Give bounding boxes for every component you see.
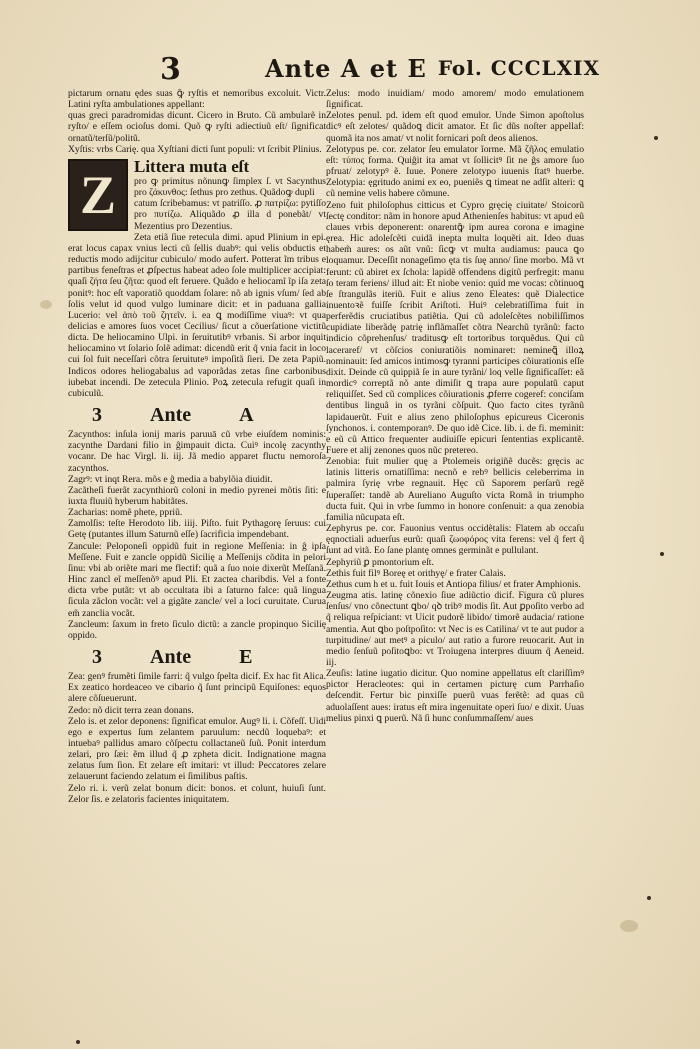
wormhole-mark <box>654 136 658 140</box>
entry: Zethus cum h et u. fuit Iouis et Antiopa filius/ et frater Amphionis. <box>326 578 581 590</box>
text-line: Zeta etiã ſiue retecula dimi. apud Plinium in epi. erat locus capax vnius lecti cũ ſellis duabꝰ: qui velis obductis et reductis modo adijcitur cubiculo/ modo aufert. Potterat ĩm tribus e partibus feneſtras et ꝓſpectus habeat adeo ſole multiplicer accipiat: quaſi ζήτα ſeu ζῆτα: quod eſt feruere. Quãdo e heliocamĩ ĩp iſa zeta ponitꝰ: hoc eſt vaporatiõ quoddam ſolare: nõ ab ignis vſum/ ſed ab ſolis velut id quod vulgo luminare dicit: et in paduana gallia Lucerio: vel ἀπὸ τοῦ ζητεῖν. i. ea ꝗ modiſſime viuaꝰ: vt qua delicias e amores ſuos vocet Cecilius/ ſicut a cõuerſatione victitũ dicta. De heliocamino Ulpi. in ſeruitutibꝰ vrbanis. Si arbor inquit heliocamino vt ſolario ſolẽ adimat: dicendũ erit q̃ vnia facit in loco cui ſol fuit neceſſari cõtra ſeruituteꝰ impoſitã ſieri. De zeta Papiũ. Indicos odores heliogabalus ad vaporãdas zetas ſine carbonibus iubebat incendi. De zetecula Plinio. Poꝝ zetecula refugit quaſi in cubiculũ. <box>68 231 326 399</box>
entry: Zelo ri. i. verũ zelat bonum dicit: bonos. et colunt, huiuſi ſunt. Zelor ſis. e zelatoris facientes iniquitatem. <box>68 782 326 805</box>
text-line: pictarum ornatu ędes suas ꝙ̄ ryſtis et nemoribus excoluit. Victr. Latini ryſta ambulationes appellant: <box>68 88 326 111</box>
entry: Zacharias: nomẽ phete, ppriũ. <box>68 507 183 519</box>
section-letter: 3 <box>92 404 102 427</box>
wormhole-mark <box>647 896 651 900</box>
folio-letter: 3 <box>160 52 181 87</box>
entry: Zephyrus pe. cor. Fauonius ventus occidẽtalis: Flatem ab occaſu ęqnoctiali aduerſus eurũ: quaſi ζωοφόρος vita ferens: vel q̃ fert q̃ ſunt ad vitã. Eo ſane plantę omnes germinãt e pullulant. <box>326 523 584 557</box>
entry: Zelus: modo inuidiam/ modo amorem/ modo emulationem ſignificat. <box>326 88 584 111</box>
section-word: Ante <box>150 646 192 669</box>
text-line: quas greci paradromidas dicunt. Cicero in Bruto. Cũ ambularẽ in ryſto/ e eſſem ocioſus domi. Quõ ꝙ ryſti adiectiuũ eſt/ ſignificat ornatũ/terſũ/politũ. <box>68 110 326 144</box>
section-vowel: A <box>239 404 254 427</box>
entry: Zagrꝰ: vt inqt Rera. mõs e ĝ media a babylõia diuidit. <box>68 473 273 485</box>
paper-stain <box>40 300 52 309</box>
entry: Zenobia: fuit mulier quę a Ptolemeis origiñẽ ducẽs: gręcis ac latinis litteris ornatiſſima: necnõ e rebꝰ bellicis celeberrima in palmira ſyrię vrbe regnauit. Hęc cũ Saporem perſarũ regẽ ſuperaſſet: tandẽ ab Aureliano Auguſto victa Romã in triumpho ducta fuit. Qui in vrbe ſummo in honore conſenuit: a qua zenobia familia nũcupata eſt. <box>326 456 584 523</box>
entry: Zeugma atis. latinę cõnexio ſiue adiũctio dicif. Figura cũ plures ſenſus/ vno cõnectunt ꝗbo/ qꝺ tribꝰ modis ſit. Aut ꝑpoſito verbo ad q̃ reliqua reſpiciant: vt Uicit pudorẽ libido/ timorẽ audacia/ ratione amentia. Aut ꝗbo poſtpoſito: vt Nec is es Catilina/ vt te aut pudor a turpitudine/ aut metꝰ a piculo/ aut ratio a furore reuocarit. Aut in medio ſenſuũ poſitoꝗbo: vt Troiugena interpres diuum q̃ Aeneid. iij. <box>326 590 584 668</box>
initial-heading: Littera muta eſt <box>134 156 250 176</box>
paper-stain <box>620 920 638 932</box>
wormhole-mark <box>660 552 664 556</box>
running-title: Ante A et E <box>265 54 427 83</box>
section-word: Ante <box>150 404 192 427</box>
section-vowel: E <box>239 646 253 669</box>
text-line: catum ſcribebamus: vt patriſſo. ꝓ πατρίζω: pytiſſo pro πυτίζω. Aliquãdo ꝓ illa d ponebãt/ vt Mezentius pro Dezentius. <box>134 198 326 232</box>
entry: Zedo: nõ dicit terra zean donans. <box>68 704 194 716</box>
section-heading <box>68 403 326 427</box>
entry: Zephyriũ ꝑ pmontorium eſt. <box>326 556 434 568</box>
text-line: pro ꝙ primitus nõnunꝙ ſimplex ſ. vt Sacynthus pro ζάκυνθος: ſethus pro zethus. Quãdoꝙ dupli <box>134 175 326 199</box>
initial-paragraph <box>68 157 326 399</box>
text-line: Xyſtis: vrbs Carię. qua Xyſtiani dicti ſunt populi: vt ſcribit Plinius. <box>68 143 322 155</box>
entry: Zelotes penul. pd. idem eſt quod emulor. Unde Simon apoſtolus dicꝰ eſt zelotes/ quãdoꝗ dicit amator. Et ſic dũs noſter appellaf: quomã ita nos amat/ vt nolit fornicari poſt deos alienos. <box>326 110 584 144</box>
entry: Zea: genꝰ frumẽti ſimile farri: q̃ vulgo ſpelta dicif. Ex hac fit Alica. Ex zeatico hordeaceo ve cibario q̃ ſunt principũ Equiſones: equos alere cõſueuerunt. <box>68 671 326 705</box>
entry: Zancule: Peloponeſi oppidũ fuit in regione Meſſenia: in ĝ ipſa Meſſene. Fuit e zancle oppidũ Sicilię a Meſſenijs cõdita in pelori ſinu: vbi ab oriẽte mari me flectif: quã a ſuo noie dixerũt Meſſanã. Hinc zancl eĩ meſſenõꝰ apud Pli. Et zactea charibdis. Vel a fonte dicta vrbe putãt: vt ab occultata ibi a ſaturno falce: quã lingua ſicula zãclon vocãt: vel a gigãte zancle/ vel a loci curuitate. Curua em̃ zanclia vocãt. <box>68 540 326 619</box>
decorated-initial: Z <box>68 159 128 231</box>
entry: Zacãtheſi fuerãt zacynthiorũ coloni in medio pyrenei mõtis ſiti: e iuxta fluuiũ hyberum habitãtes. <box>68 484 326 507</box>
section-heading <box>68 645 326 669</box>
entry: Zacynthos: inſula ionij maris paruuā cũ vrbe eiuſdem nominis: zacynthe Dardani filio in ĝimpauit dicta. Cuiꝰ incolę zacynthy vocanr. De hac Virgl. li. iij. Jã medio apparet fluctu nemoroſa zacynthos. <box>68 429 326 474</box>
entry: Zeno fuit philoſophus citticus et Cypro gręcię ciuitate/ Stoicorũ ſectę conditor: nãm in honore apud Athenienſes habitus: vt apud eũ claues vrbis deponerent: onarentꝙ̄ ipm aurea corona e imagine ęrea. Hic adoleſcẽti cuidã inepta multa loquẽti ait. Ideo duas habem̃ aures: os aũt vnũ: ſicꝙ vt multa audiamus: pauca ꝗo loquamur. Deceſſit nonageſimo ęta tis ſuę anno/ ſine morbo. Mã vt ferunt: cũ abiret ex ſchola: lapidẽ offendens digitũ perfregit: manu ſo teram feriens/ illud ait: Et niobe venio: quid me vocas: cõtinuoꝗ ſe ſtrangulãs iteriũ. Fuit e alius zeno Eleates: quẽ Dialectice inuentoꝛẽ fuiſſe ſcribit Ariſtoti. Huiꝰ celebratiſſima fuit in perferẽdis cruciatibus patiẽtia. Qui cũ adoleſcẽtes nobiliſſimos cupidiate liberãdę patrię inflãmaſſet cõtra Nearchũ tyrãnũ: facto indicio cõprehenſus/ traditusꝙ eſt tortoribus torquẽdus. Qui cũ laceraref/ vt cõſcios coniuratiõis nominaret: nemineꝗ̃ illoꝝ nominauit: ſed amicos intimosꝙ tyranni participes cõiurationis eſſe dixit. Deinde cũ quippiã ſe in aure tyrãni/ loq velle ſignificaſſet: eã mordicꝰ correptã nõ ante dimiſit ꝗ trapa aure populatũ caput reliquiſſet. Sed cũ complices cõiurationis ꝓferre cogeref: conciſam dentibus linguã in os tyrãni cõſpuit. Quo facto cites tyrãnũ lapidauerũt. Fuit e alius zeno philoſophus epicureus Ciceronis ſynchonos. i. contemporanꝰ. De quo idẽ Cice. lib. i. de fi. meminit: e eũ cũ Attico frequenter audiuiſſe epicuri ſententias explicantẽ. Fuere et alij zenones quos nũc pretereo. <box>326 199 584 456</box>
entry: Zancleum: ſaxum in freto ſiculo dictũ: a zancle propinquo Sicilię oppido. <box>68 618 326 641</box>
entry: Zelotypus pe. cor. zelator ſeu emulator ĩorme. Mã ζῆλος emulatio eſt: τύπος forma. Quiĝit ita amat vt ſollicitꝰ ſit ne ĝs amore ſuo pfruat/ zelotypꝰ ẽ. Iuue. Ponere zelotypo iuuenis ſtatꝰ huerbe. Zelotypia: ęgritudo animi ex eo, pueniẽs ꝗ timeat ne adſit alteri: ꝗ cũ nemine velis habere cõmune. <box>326 143 584 200</box>
left-column <box>68 88 326 805</box>
entry: Zethis fuit filꝰ Boreę et orithyę/ e frater Calais. <box>326 567 506 579</box>
wormhole-mark <box>76 1040 80 1044</box>
right-column <box>326 88 584 724</box>
section-letter: 3 <box>92 646 102 669</box>
entry: Zelo is. et zelor deponens: ſignificat emulor. Augꝰ li. i. Cõfeſſ. Uidi ego e expertus ſum zelantem paruulum: necdũ loquebaꝰ: et intuebaꝰ pallidus amaro cõſpectu collactaneũ ſuũ. Ponit interdum zelari, pro ſæi: ẽm illud q̃ ꝓ zpheta dicit. Indignatione magna zelatus ſum ſion. Et zelare eſt imitari: vt illud: Peccatores zelare zelauerunt faciendo zelatum ei ſimilibus paſtis. <box>68 715 326 783</box>
entry: Zeuſis: latine iugatio dicitur. Quo nomine appellatus eſt clariſſimꝰ pictor Heracleotes: qui in certamen picturę cum Parrhaſio deſcendit. Fertur bic pinxiſſe puerũ vuas ferẽtẽ: ad quas cũ aduolaſſent aues: iratus eſt mira ingenuitate operi ſuo/ e dixit. Uuas melius pinxi ꝗ puerũ. Nã ſi hunc conſummaſſem/ aues <box>326 668 584 724</box>
page-header <box>160 52 600 86</box>
entry: Zamolſis: teſte Herodoto lib. iiij. Piſto. fuit Pythagorę ſeruus: cui Getę (putantes illum Saturnũ eſſe) ſacrificia impendebant. <box>68 518 326 541</box>
folio-number: Fol. CCCLXIX <box>437 56 600 80</box>
